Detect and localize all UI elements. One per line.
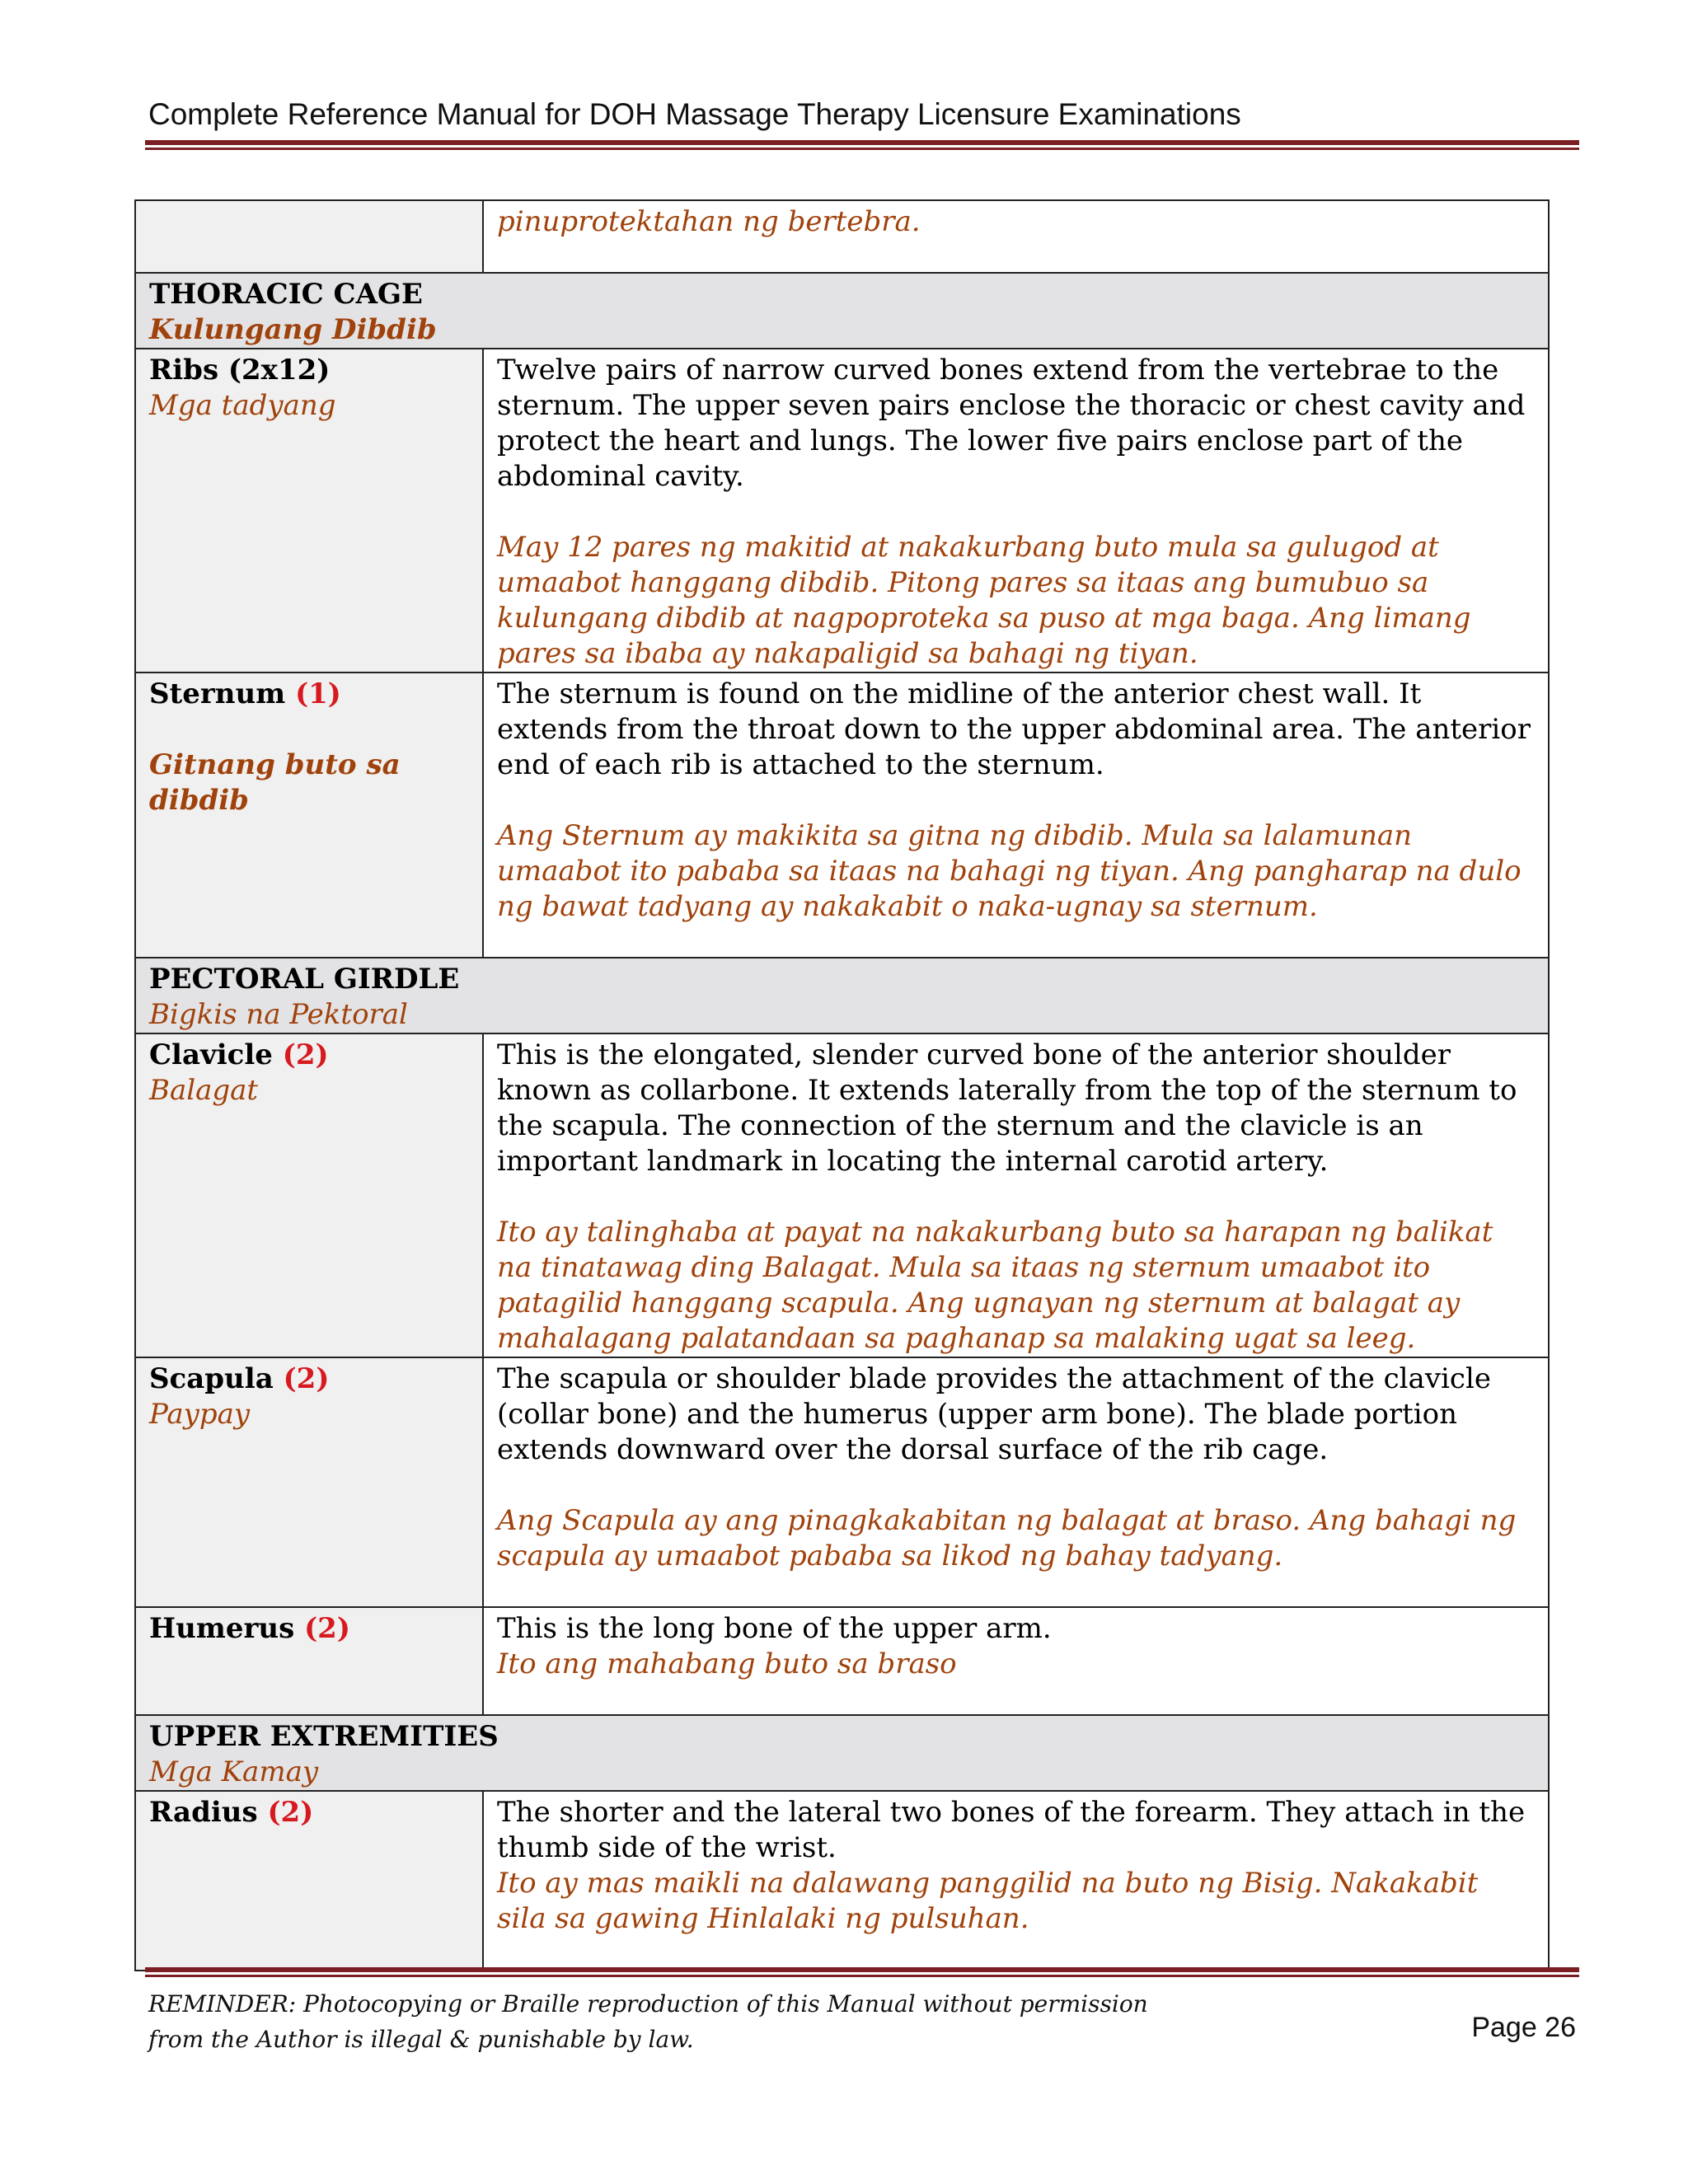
bone-name — [149, 1795, 469, 1830]
english-description: This is the long bone of the upper arm. — [497, 1612, 1052, 1645]
bone-name: Ribs (2x12) — [149, 354, 331, 387]
bone-name-text: Radius — [149, 1796, 258, 1829]
section-subtitle: Bigkis na Pektoral — [149, 998, 408, 1031]
table-row-humerus — [135, 1607, 1549, 1715]
section-title: THORACIC CAGE — [149, 278, 423, 311]
english-description: The shorter and the lateral two bones of the forearm. They attach in the thumb side of the wrist. — [497, 1796, 1526, 1864]
reminder-line-2: from the Author is illegal & punishable by law. — [148, 2026, 694, 2053]
bone-name — [149, 1361, 469, 1397]
bone-local-name: Mga tadyang — [149, 389, 336, 422]
section-row-upper-extremities — [135, 1715, 1549, 1791]
tagalog-description: Ito ang mahabang buto sa braso — [497, 1647, 957, 1680]
section-title: UPPER EXTREMITIES — [149, 1720, 499, 1753]
section-title: PECTORAL GIRDLE — [149, 963, 460, 996]
table-row-sternum — [135, 673, 1549, 958]
bone-count: (2) — [283, 1362, 330, 1395]
tagalog-description: May 12 pares ng makitid at nakakurbang buto mula sa gulugod at umaabot hanggang dibdib. Pitong pares sa itaas ang bumubuo sa kulungang dibdib at nagpoproteka sa puso at mga baga. Ang limang pares sa ibaba ay nakapaligid sa bahagi ng tiyan. — [497, 531, 1471, 670]
bone-name-text: Humerus — [149, 1612, 295, 1645]
footer-rule — [145, 1967, 1579, 1977]
tagalog-description: Ang Scapula ay ang pinagkakabitan ng balagat at braso. Ang bahagi ng scapula ay umaabot pababa sa likod ng bahay tadyang. — [497, 1504, 1517, 1572]
section-row-thoracic-cage — [135, 273, 1549, 349]
table-row-radius — [135, 1791, 1549, 1971]
tagalog-description: Ito ay mas maikli na dalawang panggilid na buto ng Bisig. Nakakabit sila sa gawing Hinlalaki ng pulsuhan. — [497, 1867, 1479, 1935]
section-subtitle: Kulungang Dibdib — [149, 313, 437, 346]
bone-local-name: Paypay — [149, 1398, 251, 1431]
bone-name-text: Scapula — [149, 1362, 274, 1395]
bone-name-text: Sternum — [149, 677, 286, 710]
table-row-scapula — [135, 1357, 1549, 1607]
bone-reference-table — [134, 199, 1550, 1971]
continued-text: pinuprotektahan ng bertebra. — [497, 205, 921, 238]
bone-count: (2) — [304, 1612, 350, 1645]
english-description: The scapula or shoulder blade provides the attachment of the clavicle (collar bone) and the humerus (upper arm bone). The blade portion extends downward over the dorsal surface of the rib cage. — [497, 1362, 1491, 1466]
section-row-pectoral-girdle — [135, 958, 1549, 1033]
tagalog-description: Ito ay talinghaba at payat na nakakurbang buto sa harapan ng balikat na tinatawag ding Balagat. Mula sa itaas ng sternum umaabot ito patagilid hanggang scapula. Ang ugnayan ng sternum at balagat ay mahalagang palatandaan sa paghanap sa malaking ugat sa leeg. — [497, 1216, 1493, 1355]
bone-count: (1) — [295, 677, 341, 710]
copyright-reminder — [148, 1986, 1148, 2057]
english-description: The sternum is found on the midline of the anterior chest wall. It extends from the throat down to the upper abdominal area. The anterior end of each rib is attached to the sternum. — [497, 677, 1531, 781]
bone-local-name: Gitnang buto sa dibdib — [149, 748, 401, 817]
page-header-title: Complete Reference Manual for DOH Massage Therapy Licensure Examinations — [148, 97, 1241, 131]
bone-name-text: Clavicle — [149, 1038, 273, 1071]
reminder-line-1: REMINDER: Photocopying or Braille reproduction of this Manual without permission — [148, 1990, 1148, 2018]
english-description: This is the elongated, slender curved bone of the anterior shoulder known as collarbone. It extends laterally from the top of the sternum to the scapula. The connection of the sternum and the clavicle is an important landmark in locating the internal carotid artery. — [497, 1038, 1517, 1178]
bone-name — [149, 1038, 469, 1073]
page-number: Page 26 — [1471, 2012, 1576, 2043]
right-cell — [483, 200, 1549, 273]
table-row-ribs — [135, 349, 1549, 673]
section-subtitle: Mga Kamay — [149, 1755, 319, 1788]
bone-count: (2) — [282, 1038, 329, 1071]
bone-name — [149, 1611, 469, 1647]
english-description: Twelve pairs of narrow curved bones extend from the vertebrae to the sternum. The upper seven pairs enclose the thoracic or chest cavity and protect the heart and lungs. The lower five pairs enclose part of the abdominal cavity. — [497, 354, 1526, 493]
left-cell — [135, 200, 483, 273]
table-row — [135, 200, 1549, 273]
tagalog-description: Ang Sternum ay makikita sa gitna ng dibdib. Mula sa lalamunan umaabot ito pababa sa itaas na bahagi ng tiyan. Ang pangharap na dulo ng bawat tadyang ay nakakabit o naka-ugnay sa sternum. — [497, 819, 1522, 923]
bone-local-name: Balagat — [149, 1074, 259, 1107]
bone-count: (2) — [267, 1796, 314, 1829]
header-rule — [145, 140, 1579, 150]
table-row-clavicle — [135, 1033, 1549, 1357]
bone-name — [149, 677, 469, 712]
